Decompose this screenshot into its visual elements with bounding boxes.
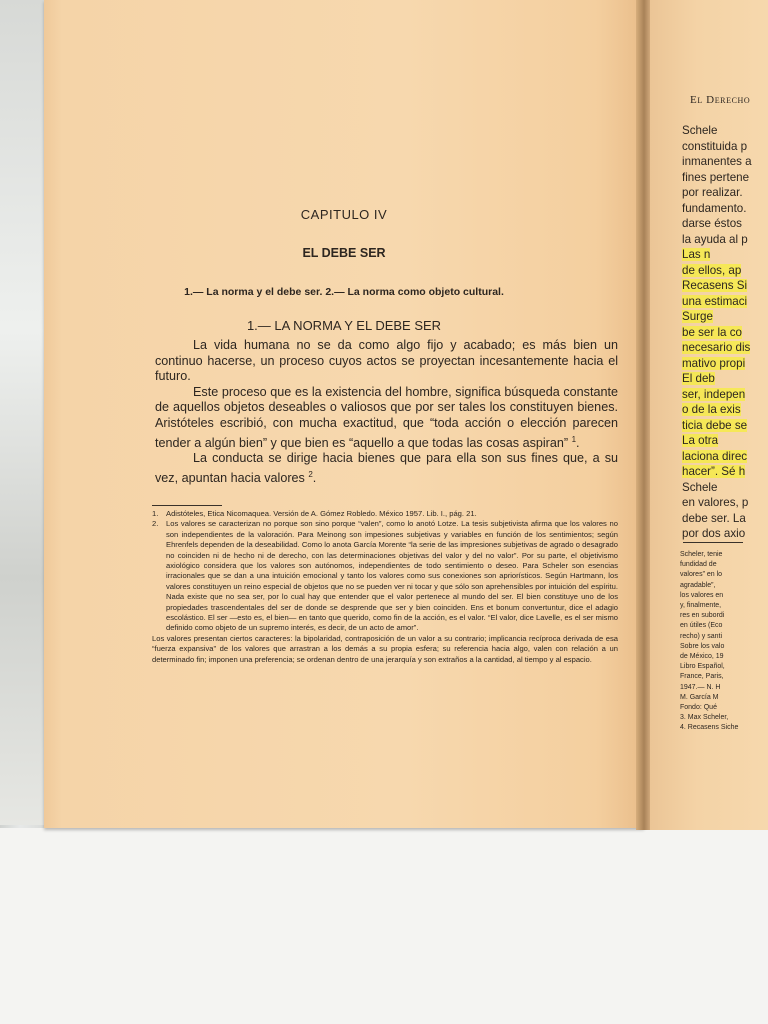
right-page-line: por dos axio [682,527,746,540]
right-page-line: ser, indepen [682,387,746,401]
footnote-ref: 2 [308,469,313,479]
footnote-ref: 1 [571,434,577,444]
footnote-number: 2. [152,519,159,529]
footnotes [152,509,618,665]
right-page-line: be ser la co [682,325,742,339]
chapter-label: CAPITULO IV [300,207,388,222]
right-footnote-rule [683,542,743,543]
right-line-row [682,309,768,325]
right-page-note-line: Fondo: Qué [680,704,717,712]
right-line-row [682,325,768,341]
right-page-line: hacer”. Sé h [682,465,746,478]
paragraph: Este proceso que es la existencia del hombre, significa búsqueda constante de aquellos objetos deseables o valiosos que por ser tales los constituyen bienes. Aristóteles escribió, con mucha exactitud, que “toda acción o elección parecen tender a algún bien” y que bien es “aquello a que todas las cosas aspiran” $^1$. [155,384,618,450]
right-page-note-line: Libro Español, [680,663,725,671]
footnote [152,519,618,633]
right-page-line: mativo propi [682,356,746,370]
right-page-line: Las n [682,248,711,261]
right-line-row [682,185,768,201]
right-line-row [682,433,768,449]
right-page-line: El deb [682,372,715,385]
right-page-note-line: valores” en lo [680,571,723,579]
right-page-line: en valores, p [682,496,749,509]
right-line-row [682,464,768,480]
right-line-row [682,170,768,186]
right-page-line: Schele [682,124,718,137]
right-line-row [682,139,768,155]
right-page-note-line: 3. Max Scheler, [680,714,729,722]
right-page-line: constituida p [682,139,748,153]
right-line-row [682,123,768,139]
right-line-row [682,480,768,496]
right-page-line: La otra [682,434,719,447]
right-page-line: debe ser. La [682,511,746,525]
right-page-text [682,123,768,542]
right-page-note-line: Sobre los valo [680,642,725,650]
right-line-row [682,340,768,356]
right-page-line: fundamento. [682,201,747,215]
footnote [152,509,618,519]
footnote-rule [152,505,222,506]
right-page-line: darse éstos [682,217,742,230]
right-page-line: de ellos, ap [682,263,742,277]
right-page-notes [680,550,768,734]
right-page-note-line: recho) y santi [680,632,723,640]
right-page-line: necesario dis [682,341,751,354]
right-page-line: la ayuda al p [682,232,748,246]
right-page-line: Recasens Si [682,279,748,292]
right-page-note-line: Scheler, tenie [680,551,723,558]
right-line-row [682,449,768,465]
footnote-text: Adistóteles, Etica Nicomaquea. Versión de A. Gómez Robledo. México 1957. Lib. I., pág. 21. [166,509,477,518]
running-header: El Derecho [690,94,751,106]
right-page-note-line: agradable”, [680,581,716,589]
right-page-note-line: 1947.— N. H [680,683,721,691]
right-page-line: fines pertene [682,170,750,184]
right-line-row [682,263,768,279]
right-line-row [682,278,768,294]
paragraph: La conducta se dirige hacia bienes que para ella son sus fines que, a su vez, apuntan hacia valores $^2$. [155,451,618,486]
right-page-line: laciona direc [682,449,748,463]
right-line-row [682,201,768,217]
right-line-row [682,154,768,170]
right-page-note-line: res en subordi [680,612,725,620]
right-line-row [682,232,768,248]
right-line-row [682,216,768,232]
right-page-line: ticia debe se [682,418,748,432]
right-page-note-line: en útiles (Eco [680,622,723,630]
right-page-line: por realizar. [682,186,743,199]
right-line-row [682,294,768,310]
footnote-text: Los valores se caracterizan no porque son sino porque “valen”, como lo anotó Lotze. La tesis subjetivista afirma que los valores no son independientes de la valoración. Para Meinong son impesiones subjetivas y variables en función de los sentimientos; según Ehrenfels dependen de la deseabilidad. Como lo anota García Morente “la serie de las impresiones subjetivas de agrado o desagrado no coinciden ni de hecho ni de derecho, con las determinaciones objetivas del valor y del no valor”. Por su parte, el objetivismo axiológico considera que los valores son autónomos, independientes de todo sentimiento o deseo. Para Scheler son esencias irracionales que se dan a una intuición emocional y tanto los valores como sus conexiones son apriorísticos. Según Hartmann, los valores constituyen un reino especial de objetos que no se pueden ver ni tocar y que sólo son aprehensibles por intuición del espíritu. Nada existe que no sea ser, por lo cual hay que entender que el valor pertenece al mundo del ser. El bien constituye uno de los propiedades trascendentales del ser de donde se desprende que ser y bien coinciden. Ens et bonum convertuntur, dice el adagio escolástico. El ser —esto es, el bien— en tanto que querido, como fin de la acción, es el valor. “El valor, dice Lavelle, es el ser mismo definido como objeto de un supremo interés, es decir, de un acto de amor”. [166,519,618,633]
body-text [155,338,618,487]
right-page-note-line: los valores en [680,591,724,599]
scanner-bed-blank [0,828,768,1024]
right-page-note-line: M. García M [680,693,719,701]
right-page-note-line: y, finalmente, [680,602,722,610]
right-page-note-line: fundidad de [680,561,717,569]
right-line-row [682,402,768,418]
right-page-line: una estimaci [682,294,748,308]
plastic-wrap-edge [0,0,48,825]
right-line-row [682,356,768,372]
right-line-row [682,247,768,263]
chapter-title: EL DEBE SER [302,246,386,260]
right-page-note-line: France, Paris, [680,673,724,681]
paragraph: La vida humana no se da como algo fijo y acabado; es más bien un continuo hacerse, un proceso cuyos actos se proyectan incesantemente hacia el futuro. [155,338,618,384]
right-line-row [682,371,768,387]
section-heading: 1.— LA NORMA Y EL DEBE SER [246,318,442,333]
right-page-line: inmanentes a [682,155,752,168]
right-line-row [682,526,768,542]
chapter-subtitle: 1.— La norma y el debe ser. 2.— La norma como objeto cultural. [184,286,504,298]
footnote-number: 1. [152,509,159,518]
footnote-continuation: Los valores presentan ciertos caracteres: la bipolaridad, contraposición de un valor a su contrario; implicancia recíproca derivada de esa “fuerza expansiva” de los valores que arrastran a los demás a su propia esfera; su referencia hacia algo, valen con relación a un determinado fin; imponen una preferencia; se ordenan dentro de una jerarquía y son extraños a la cantidad, al tiempo y al espacio. [152,633,618,664]
right-line-row [682,495,768,511]
right-page-line: Surge [682,310,713,323]
right-line-row [682,387,768,403]
right-page-note-line: 4. Recasens Siche [680,724,739,732]
right-line-row [682,511,768,527]
right-page-note-line: de México, 19 [680,653,724,661]
right-line-row [682,418,768,434]
right-page-line: o de la exis [682,403,741,416]
right-page-line: Schele [682,480,718,494]
